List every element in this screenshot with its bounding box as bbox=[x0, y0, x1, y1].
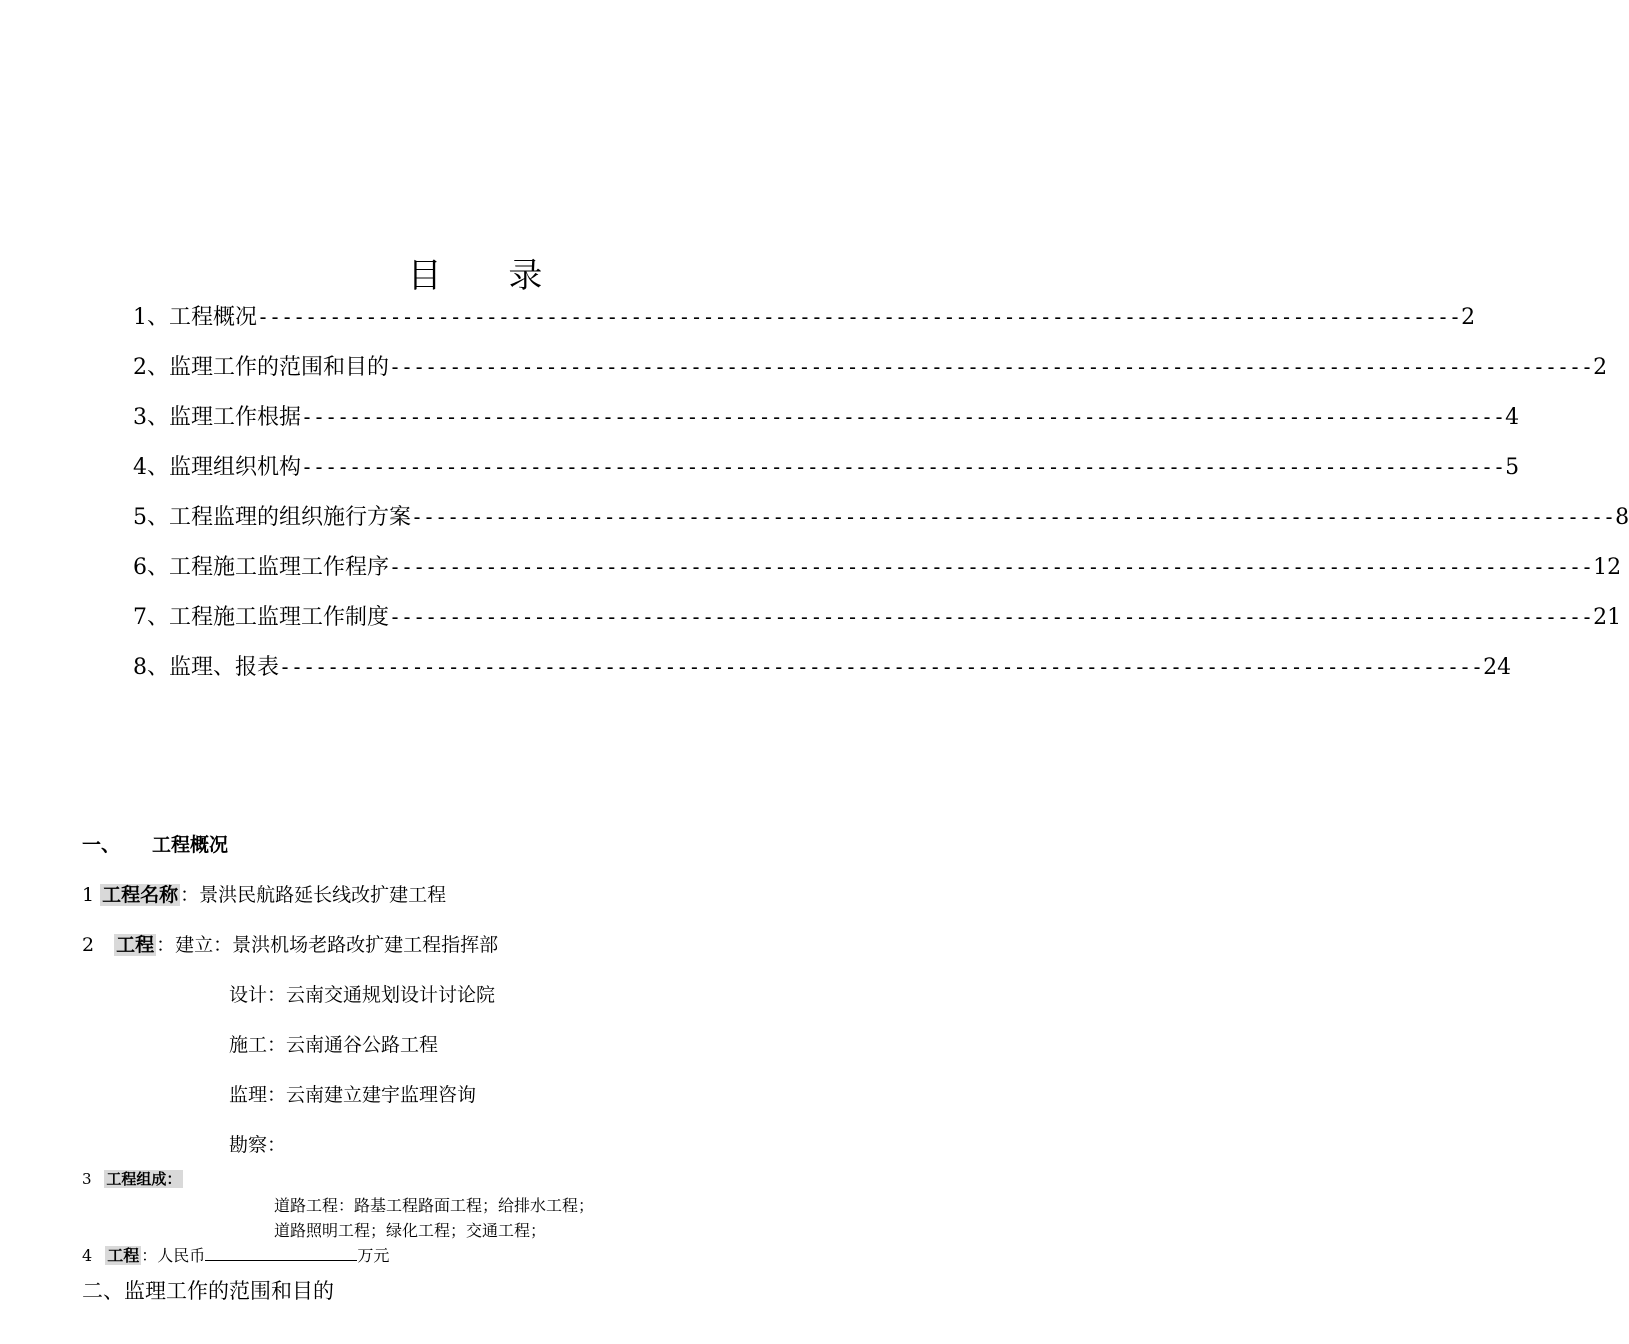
composition-detail-2: 道路照明工程；绿化工程；交通工程； bbox=[274, 1221, 547, 1240]
toc-item-label: 5、工程监理的组织施行方案 bbox=[133, 505, 411, 530]
item-number: 2 bbox=[82, 934, 95, 956]
toc-item-label: 4、监理组织机构 bbox=[133, 455, 301, 480]
toc-page: 2 bbox=[1461, 305, 1476, 330]
toc-item-label: 2、监理工作的范围和目的 bbox=[133, 355, 389, 380]
investment-label: 工程 bbox=[107, 1246, 140, 1265]
toc-item-label: 1、工程概况 bbox=[133, 305, 257, 330]
toc-leader: ---------------------------------------------------------------------------------------------------- bbox=[301, 455, 1506, 479]
table-of-contents bbox=[133, 300, 1629, 700]
toc-item[interactable] bbox=[133, 600, 1622, 650]
toc-leader: ---------------------------------------------------------------------------------------------------- bbox=[279, 655, 1484, 679]
toc-item[interactable] bbox=[133, 300, 1476, 350]
toc-title: 目 录 bbox=[407, 256, 571, 296]
item-number: 1 bbox=[82, 884, 95, 906]
separator: ： bbox=[156, 934, 176, 956]
project-name-label: 工程名称 bbox=[102, 884, 179, 906]
design-line: 设计：云南交通规划设计讨论院 bbox=[229, 984, 496, 1006]
supervision-line: 监理：云南建立建宇监理咨询 bbox=[229, 1084, 477, 1106]
toc-page: 21 bbox=[1593, 605, 1622, 630]
item-number: 3 bbox=[82, 1170, 92, 1188]
item-number: 4 bbox=[82, 1246, 93, 1265]
toc-page: 2 bbox=[1593, 355, 1608, 380]
composition-detail-1: 道路工程：路基工程路面工程；给排水工程； bbox=[274, 1196, 595, 1215]
toc-page: 5 bbox=[1505, 455, 1520, 480]
toc-item[interactable] bbox=[133, 350, 1608, 400]
toc-item[interactable] bbox=[133, 500, 1629, 550]
survey-line: 勘察： bbox=[229, 1134, 287, 1156]
toc-page: 12 bbox=[1593, 555, 1622, 580]
toc-leader: ---------------------------------------------------------------------------------------------------- bbox=[411, 505, 1616, 529]
project-parties-line bbox=[82, 930, 498, 957]
toc-leader: ---------------------------------------------------------------------------------------------------- bbox=[257, 305, 1462, 329]
toc-item[interactable] bbox=[133, 450, 1520, 500]
toc-item[interactable] bbox=[133, 550, 1622, 600]
toc-leader: ---------------------------------------------------------------------------------------------------- bbox=[389, 605, 1594, 629]
toc-page: 4 bbox=[1505, 405, 1520, 430]
toc-item-label: 8、监理、报表 bbox=[133, 655, 279, 680]
toc-item-label: 3、监理工作根据 bbox=[133, 405, 301, 430]
toc-leader: ---------------------------------------------------------------------------------------------------- bbox=[389, 555, 1594, 579]
construction-line: 施工：云南通谷公路工程 bbox=[229, 1034, 439, 1056]
toc-item-label: 6、工程施工监理工作程序 bbox=[133, 555, 389, 580]
currency-unit: 万元 bbox=[357, 1246, 390, 1265]
composition-label: 工程组成： bbox=[106, 1170, 182, 1188]
composition-line bbox=[82, 1168, 183, 1189]
project-name-value: 景洪民航路延长线改扩建工程 bbox=[199, 884, 447, 906]
section-heading bbox=[82, 830, 228, 857]
section-title: 工程概况 bbox=[152, 834, 229, 856]
toc-item[interactable] bbox=[133, 650, 1512, 700]
project-label: 工程 bbox=[116, 934, 155, 956]
separator: ： bbox=[180, 884, 200, 906]
toc-leader: ---------------------------------------------------------------------------------------------------- bbox=[301, 405, 1506, 429]
toc-page: 24 bbox=[1483, 655, 1512, 680]
project-name-line bbox=[82, 880, 446, 907]
amount-blank-field[interactable] bbox=[205, 1244, 357, 1261]
investment-line bbox=[82, 1243, 389, 1266]
toc-item[interactable] bbox=[133, 400, 1520, 450]
section-number: 一、 bbox=[82, 834, 121, 856]
toc-item-label: 7、工程施工监理工作制度 bbox=[133, 605, 389, 630]
currency-prefix: ：人民币 bbox=[141, 1246, 206, 1265]
toc-page: 8 bbox=[1615, 505, 1629, 530]
section-2-heading: 二、监理工作的范围和目的 bbox=[82, 1279, 334, 1303]
client-value: 建立：景洪机场老路改扩建工程指挥部 bbox=[175, 934, 499, 956]
toc-leader: ---------------------------------------------------------------------------------------------------- bbox=[389, 355, 1594, 379]
